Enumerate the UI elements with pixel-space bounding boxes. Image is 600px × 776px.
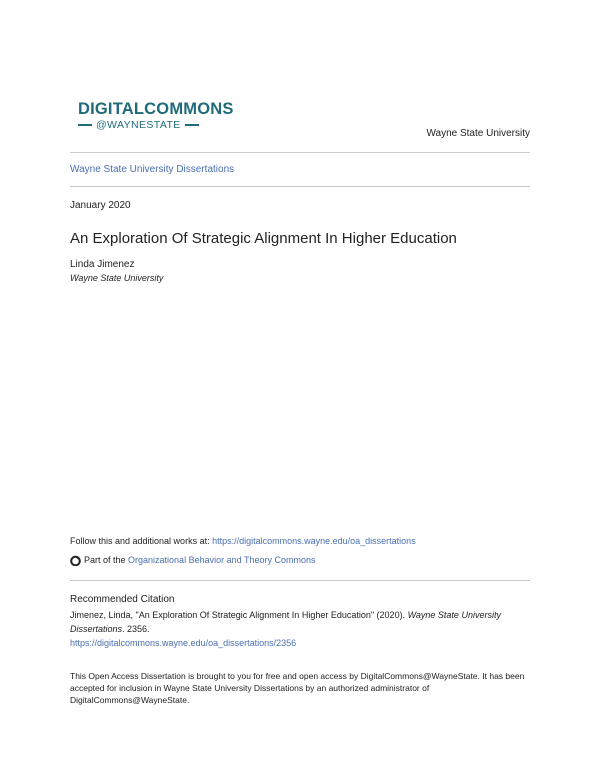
citation-heading: Recommended Citation <box>70 594 175 605</box>
follow-prefix: Follow this and additional works at: <box>70 536 213 546</box>
document-title: An Exploration Of Strategic Alignment In Higher Education <box>70 230 457 247</box>
series-link[interactable]: Wayne State University Dissertations <box>70 164 235 175</box>
part-of-line <box>70 555 315 566</box>
citation-journal: Wayne State University Dissertations <box>70 610 501 634</box>
open-access-icon <box>70 555 81 566</box>
follow-line <box>70 536 416 546</box>
divider-series <box>70 186 530 187</box>
university-name: Wayne State University <box>426 128 530 139</box>
author-name: Linda Jimenez <box>70 259 135 270</box>
author-affiliation: Wayne State University <box>70 273 164 283</box>
citation-url-link[interactable]: https://digitalcommons.wayne.edu/oa_dissertations/2356 <box>70 638 297 648</box>
citation-suffix: . 2356. <box>122 624 150 634</box>
logo-line-right <box>185 124 199 126</box>
publication-date: January 2020 <box>70 200 131 211</box>
divider-top <box>70 152 530 153</box>
divider-citation <box>70 580 530 581</box>
citation-text <box>70 608 530 650</box>
logo-top-text: DIGITALCOMMONS <box>78 100 234 118</box>
citation-prefix: Jimenez, Linda, "An Exploration Of Strategic Alignment In Higher Education" (2020). <box>70 610 408 620</box>
access-note: This Open Access Dissertation is brought to you for free and open access by DigitalCommons@WayneState. It has been accepted for inclusion in Wayne State University Dissertations by an authorized administrator of DigitalCommons@WayneState. <box>70 671 525 705</box>
logo-bottom-text: @WAYNESTATE <box>96 119 181 131</box>
commons-link[interactable]: Organizational Behavior and Theory Commons <box>128 555 316 565</box>
part-of-prefix: Part of the <box>84 555 129 565</box>
digitalcommons-logo <box>78 100 234 131</box>
logo-line-left <box>78 124 92 126</box>
follow-url-link[interactable]: https://digitalcommons.wayne.edu/oa_dissertations <box>212 536 416 546</box>
